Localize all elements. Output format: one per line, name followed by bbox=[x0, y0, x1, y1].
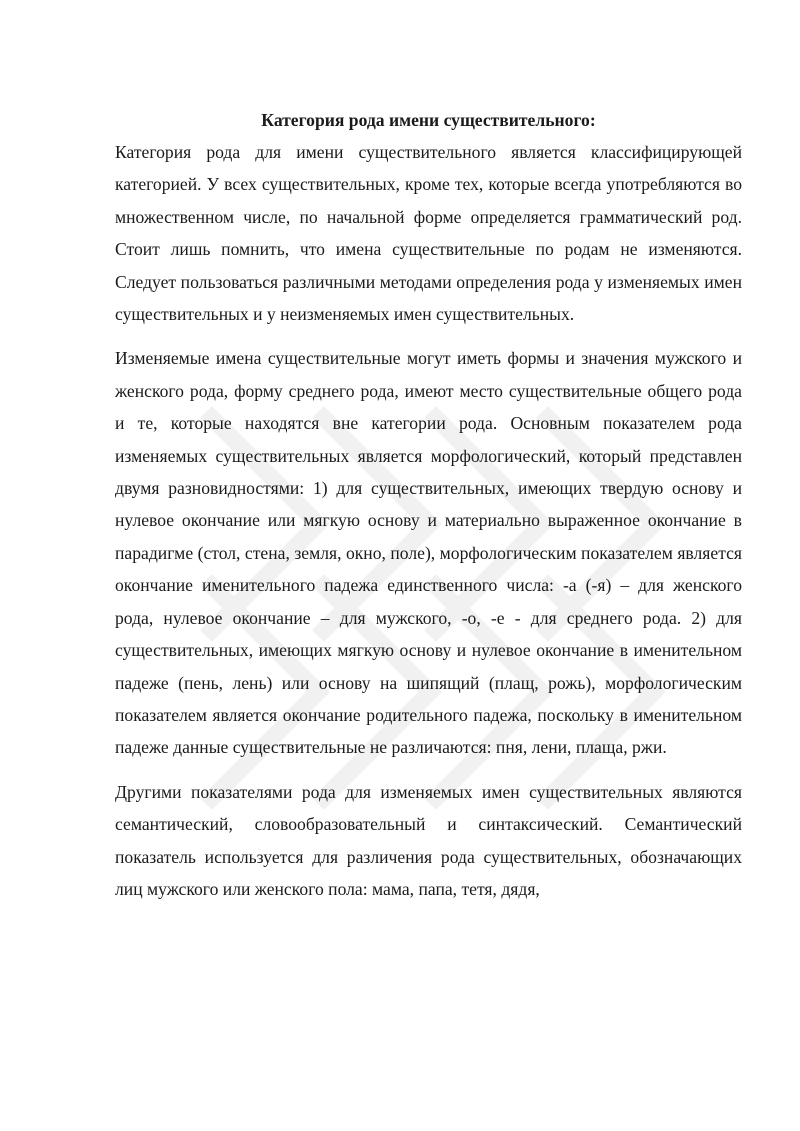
document-title: Категория рода имени существительного: bbox=[261, 110, 596, 130]
paragraph: Категория рода для имени существительного является классифицирующей категорией. У всех существительных, кроме тех, которые всегда употребляются во множественном числе, по начальной форме определяется грамматический род. Стоит лишь помнить, что имена существительные по родам не изменяются. Следует пользоваться различными методами определения рода у изменяемых имен существительных и у неизменяемых имен существительных. bbox=[115, 142, 742, 325]
paragraph: Другими показателями рода для изменяемых имен существительных являются семантический, словообразовательный и синтаксический. Семантический показатель используется для различения рода существительных, обозначающих лиц мужского или женского пола: мама, папа, тетя, дядя, bbox=[115, 781, 742, 899]
paragraph: Изменяемые имена существительные могут иметь формы и значения мужского и женского рода, форму среднего рода, имеют место существительные общего рода и те, которые находятся вне категории рода. Основным показателем рода изменяемых существительных является морфологический, который представлен двумя разновидностями: 1) для существительных, имеющих твердую основу и нулевое окончание или мягкую основу и материально выраженное окончание в парадигме (стол, стена, земля, окно, поле), морфологическим показателем является окончание именительного падежа единственного числа: -а (-я) – для женского рода, нулевое окончание – для мужского, -о, -е - для среднего рода. 2) для существительных, имеющих мягкую основу и нулевое окончание в именительном падеже (пень, лень) или основу на шипящий (плащ, рожь), морфологическим показателем является окончание родительного падежа, поскольку в именительном падеже данные существительные не различаются: пня, лени, плаща, ржи. bbox=[115, 348, 742, 758]
document-body bbox=[115, 104, 742, 905]
